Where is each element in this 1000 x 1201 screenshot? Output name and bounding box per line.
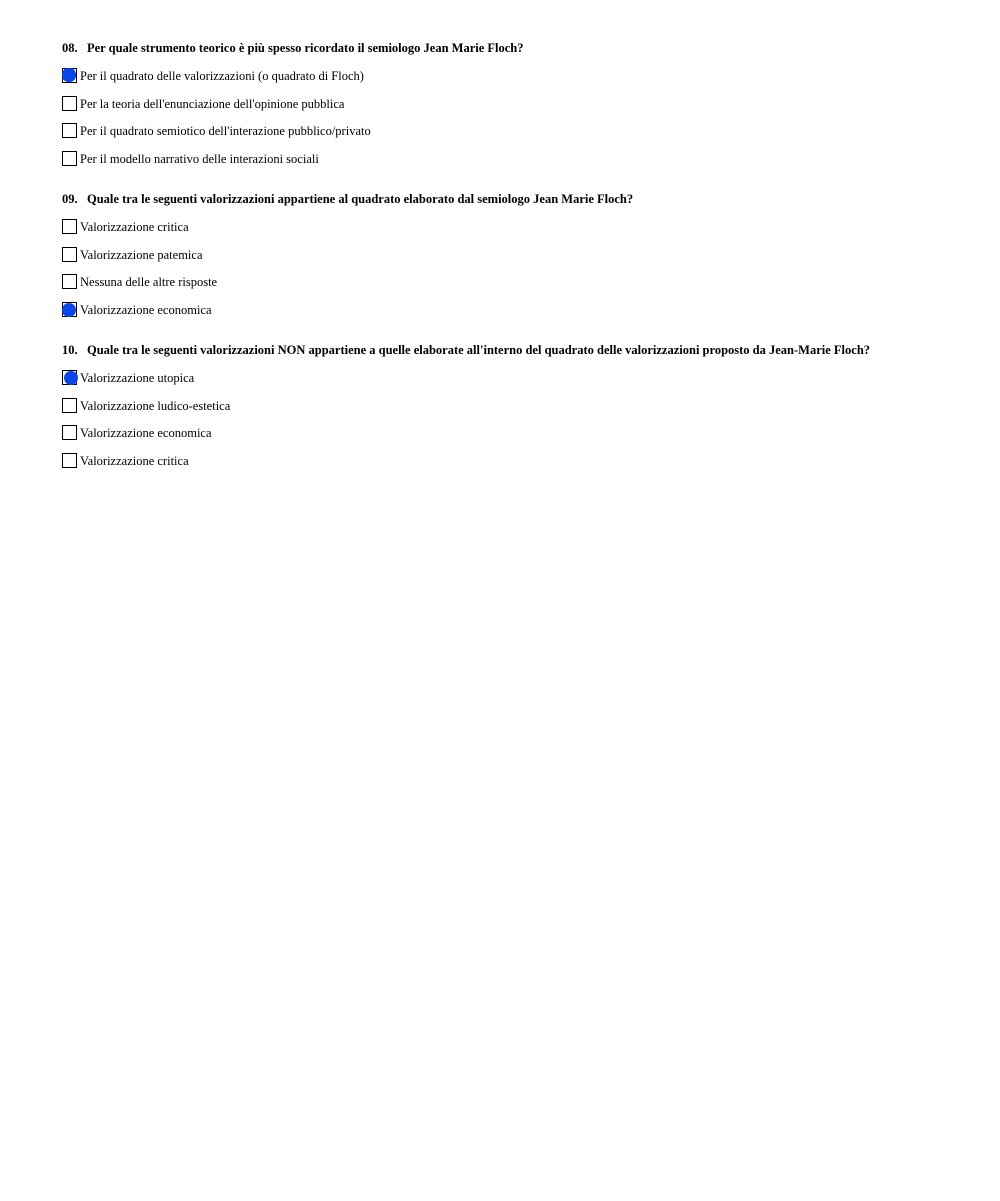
option-label: Valorizzazione critica	[80, 454, 189, 469]
question-10	[62, 342, 982, 469]
answer-option[interactable]	[62, 219, 982, 235]
answer-option[interactable]	[62, 274, 982, 290]
answer-option[interactable]	[62, 302, 982, 318]
checkbox[interactable]	[62, 151, 77, 166]
option-label: Valorizzazione economica	[80, 303, 212, 318]
selection-mark-icon	[64, 371, 78, 385]
answer-option[interactable]	[62, 68, 982, 84]
answer-option[interactable]	[62, 453, 982, 469]
answer-option[interactable]	[62, 398, 982, 414]
option-label: Valorizzazione economica	[80, 426, 212, 441]
question-08	[62, 40, 982, 167]
question-title	[62, 342, 982, 358]
checkbox[interactable]	[62, 425, 77, 440]
question-text: Quale tra le seguenti valorizzazioni appartiene al quadrato elaborato dal semiologo Jean Marie Floch?	[87, 192, 634, 206]
option-label: Per la teoria dell'enunciazione dell'opinione pubblica	[80, 96, 345, 111]
option-label: Valorizzazione ludico-estetica	[80, 398, 231, 413]
option-label: Valorizzazione patemica	[80, 247, 203, 262]
checkbox[interactable]	[62, 398, 77, 413]
selection-mark-icon	[62, 68, 76, 82]
answer-option[interactable]	[62, 370, 982, 386]
checkbox[interactable]	[62, 274, 77, 289]
question-title	[62, 40, 982, 56]
checkbox[interactable]	[62, 219, 77, 234]
checkbox[interactable]	[62, 96, 77, 111]
question-title	[62, 191, 982, 207]
checkbox[interactable]	[62, 453, 77, 468]
question-number: 08.	[62, 41, 78, 55]
question-text: Per quale strumento teorico è più spesso ricordato il semiologo Jean Marie Floch?	[87, 41, 524, 55]
option-label: Nessuna delle altre risposte	[80, 275, 218, 290]
question-number: 09.	[62, 192, 78, 206]
answer-option[interactable]	[62, 96, 982, 112]
option-label: Valorizzazione utopica	[80, 370, 195, 385]
option-label: Per il modello narrativo delle interazioni sociali	[80, 152, 319, 167]
answer-option[interactable]	[62, 425, 982, 441]
question-09	[62, 191, 982, 318]
option-label: Per il quadrato delle valorizzazioni (o quadrato di Floch)	[80, 68, 364, 83]
option-label: Per il quadrato semiotico dell'interazione pubblico/privato	[80, 124, 371, 139]
answer-option[interactable]	[62, 123, 982, 139]
answer-option[interactable]	[62, 247, 982, 263]
question-text: Quale tra le seguenti valorizzazioni NON appartiene a quelle elaborate all'interno del quadrato delle valorizzazioni proposto da Jean-Marie Floch?	[87, 343, 871, 357]
option-label: Valorizzazione critica	[80, 219, 189, 234]
checkbox[interactable]	[62, 247, 77, 262]
checkbox[interactable]	[62, 123, 77, 138]
answer-option[interactable]	[62, 151, 982, 167]
question-number: 10.	[62, 343, 78, 357]
